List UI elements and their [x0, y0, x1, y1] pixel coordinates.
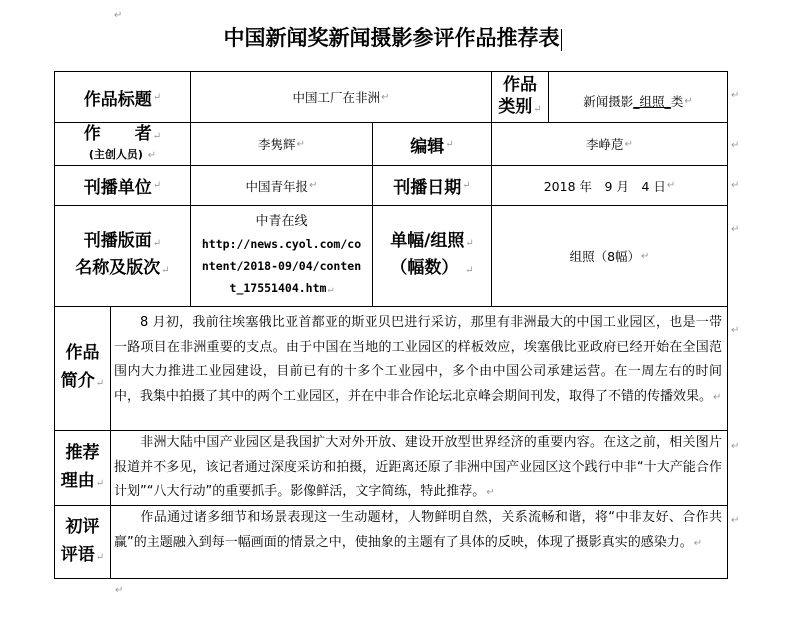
editor-label: 编辑 ↵ [410, 136, 454, 157]
paragraph-mark-icon: ↵ [115, 585, 124, 596]
author-label: 作 者↵ (主创人员) ↵ [83, 124, 162, 161]
row-end-mark-icon: ↵ [731, 90, 740, 101]
pub-date-label: 刊播日期 ↵ [393, 178, 471, 198]
intro-label: 作品 简介↵ [60, 343, 105, 391]
title-value[interactable]: 中国工厂在非洲 ↵ [292, 90, 390, 105]
reason-label: 推荐 理由↵ [60, 442, 105, 491]
format-value[interactable]: 组照（8幅） ↵ [569, 249, 650, 264]
section-url-line: http://news.cyol.com/co [201, 237, 362, 251]
paragraph-mark-icon: ↵ [114, 10, 123, 21]
author-value[interactable]: 李隽辉 ↵ [258, 137, 305, 152]
title-label: 作品标题 ↵ [83, 89, 162, 110]
row-end-mark-icon: ↵ [731, 140, 740, 151]
document-title-text: 中国新闻奖新闻摄影参评作品推荐表 [223, 25, 560, 50]
section-url-line: t_17551404.htm [229, 281, 327, 295]
category-label: 作品 类别↵ [498, 74, 542, 117]
text-cursor [561, 29, 562, 51]
publisher-value[interactable]: 中国青年报 ↵ [245, 178, 318, 194]
review-text[interactable]: 作品通过诸多细节和场景表现这一生动题材，人物鲜明自然，关系流畅和谐，将“中非友好、合作共赢”的主题融入到每一幅画面的情景之中，使抽象的主题有了具体的反映，体现了摄影真实的感染力。↵ [114, 510, 722, 550]
section-value[interactable]: 中青在线 http://news.cyol.com/co ntent/2018-09/04/conten t_17551404.htm↵ [191, 206, 372, 306]
section-url-line: ntent/2018-09/04/conten [201, 259, 362, 273]
document-title [0, 22, 785, 52]
pub-date-value[interactable]: 2018 年 9 月 4 日 ↵ [543, 178, 676, 194]
section-label: 刊播版面↵ 名称及版次↵ [75, 231, 170, 278]
category-value[interactable]: 新闻摄影 _组照_ 类 ↵ [583, 94, 693, 109]
publisher-label: 刊播单位 ↵ [83, 178, 162, 198]
format-label: 单幅/组照↵ （幅数） ↵ [390, 231, 474, 278]
section-site-name: 中青在线 [255, 214, 308, 229]
row-end-mark-icon: ↵ [731, 180, 740, 191]
intro-text[interactable]: 8 月初，我前往埃塞俄比亚首都亚的斯亚贝巴进行采访，那里有非洲最大的中国工业园区，也是一带一路项目在非洲重要的支点。由于中国在当地的工业园区的样板效应，埃塞俄比亚政府已经开始在全国范围内大力推进工业园建设，目前已有的十多个工业园中，多个由中国公司承建运营。在一周左右的时间中，我集中拍摄了其中的两个工业园区，并在中非合作论坛北京峰会期间刊发，取得了不错的传播效果。↵ [114, 315, 722, 404]
editor-value[interactable]: 李峥苨 ↵ [586, 137, 633, 152]
row-end-mark-icon: ↵ [731, 441, 740, 452]
row-end-mark-icon: ↵ [731, 224, 740, 235]
row-end-mark-icon: ↵ [731, 515, 740, 526]
row-end-mark-icon: ↵ [731, 325, 740, 336]
reason-text[interactable]: 非洲大陆中国产业园区是我国扩大对外开放、建设开放型世界经济的重要内容。在这之前，相关图片报道并不多见，该记者通过深度采访和拍摄，近距离还原了非洲中国产业园区这个践行中非“十大产能合作计划”“八大行动”的重要抓手。影像鲜活，文字简练，特此推荐。↵ [114, 435, 722, 499]
review-label: 初评 评语↵ [60, 516, 105, 565]
